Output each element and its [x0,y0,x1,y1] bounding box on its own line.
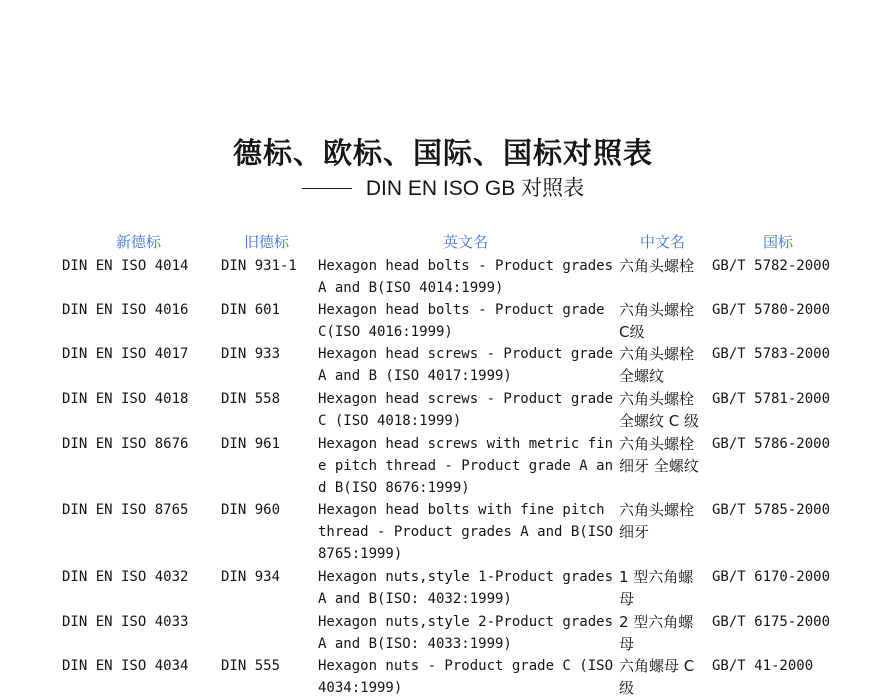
new-din-cell: DIN EN ISO 4014 [62,258,189,274]
header-gb: 国标 [763,233,794,251]
chinese-name-cell: 2 型六角螺母 [619,613,694,653]
english-name-cell: Hexagon head bolts - Product grade C(ISO 4016:1999) [318,302,614,340]
old-din-cell: DIN 555 [221,658,281,674]
english-name-cell: Hexagon head bolts with fine pitch thread - Product grades A and B(ISO 8765:1999) [318,502,622,562]
gb-cell: GB/T 5786-2000 [712,436,831,452]
page-title: 德标、欧标、国际、国标对照表 [232,136,653,170]
chinese-name-cell: 六角头螺栓 [619,257,695,275]
new-din-cell: DIN EN ISO 4018 [62,391,189,407]
page-subtitle [0,174,886,204]
gb-cell: GB/T 5780-2000 [712,302,831,318]
gb-cell: GB/T 5782-2000 [712,258,831,274]
chinese-name-cell: 六角头螺栓 全螺纹 C 级 [619,390,700,430]
old-din-cell: DIN 961 [221,436,281,452]
new-din-cell: DIN EN ISO 8676 [62,436,189,452]
old-din-cell: DIN 960 [221,502,281,518]
chinese-name-cell: 六角头螺栓 全螺纹 [619,345,699,385]
english-name-cell: Hexagon head screws - Product grade A and B (ISO 4017:1999) [318,346,622,384]
english-name-cell: Hexagon nuts,style 2-Product grades A and B(ISO: 4033:1999) [318,614,622,652]
english-name-cell: Hexagon nuts,style 1-Product grades A and B(ISO: 4032:1999) [318,569,622,607]
subtitle-dash [302,188,352,189]
chinese-name-cell: 六角头螺栓 细牙 [619,501,699,541]
new-din-cell: DIN EN ISO 4032 [62,569,189,585]
subtitle-text: DIN EN ISO GB 对照表 [365,177,585,200]
gb-cell: GB/T 41-2000 [712,658,814,674]
chinese-name-cell: 六角头螺栓 细牙 全螺纹 [619,435,699,475]
gb-cell: GB/T 6170-2000 [712,569,831,585]
new-din-cell: DIN EN ISO 4033 [62,614,189,630]
chinese-name-cell: 六角头螺栓 C级 [619,301,699,341]
gb-cell: GB/T 6175-2000 [712,614,831,630]
gb-cell: GB/T 5781-2000 [712,391,831,407]
new-din-cell: DIN EN ISO 4017 [62,346,189,362]
english-name-cell: Hexagon head screws with metric fine pitch thread - Product grade A and B(ISO 8676:1999) [318,436,614,496]
english-name-cell: Hexagon nuts - Product grade C (ISO 4034:1999) [318,658,622,696]
new-din-cell: DIN EN ISO 4034 [62,658,189,674]
gb-cell: GB/T 5783-2000 [712,346,831,362]
old-din-cell: DIN 931-1 [221,258,297,274]
new-din-cell: DIN EN ISO 8765 [62,502,189,518]
header-english-name: 英文名 [443,233,489,251]
table-header [0,231,886,253]
new-din-cell: DIN EN ISO 4016 [62,302,189,318]
header-new-din: 新德标 [116,233,162,251]
old-din-cell: DIN 601 [221,302,281,318]
header-old-din: 旧德标 [244,233,290,251]
old-din-cell: DIN 933 [221,346,281,362]
gb-cell: GB/T 5785-2000 [712,502,831,518]
old-din-cell: DIN 934 [221,569,281,585]
english-name-cell: Hexagon head bolts - Product grades A and B(ISO 4014:1999) [318,258,622,296]
old-din-cell: DIN 558 [221,391,281,407]
header-chinese-name: 中文名 [640,233,686,251]
english-name-cell: Hexagon head screws - Product grade C (ISO 4018:1999) [318,391,622,429]
chinese-name-cell: 六角螺母 C 级 [619,657,700,697]
chinese-name-cell: 1 型六角螺母 [619,568,694,608]
